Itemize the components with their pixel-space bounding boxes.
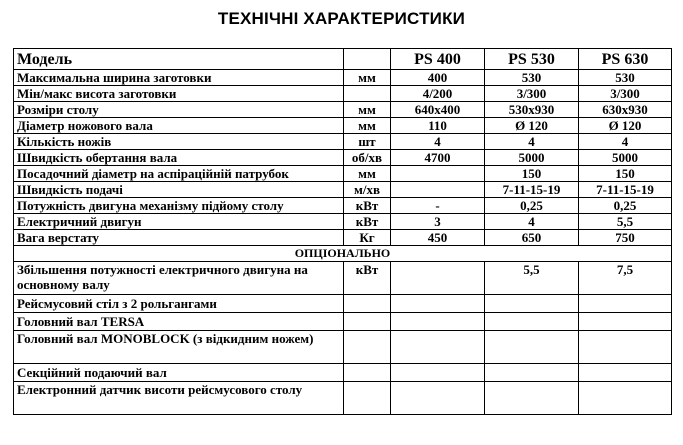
table-row xyxy=(14,86,672,102)
header-model-label: Модель xyxy=(14,49,344,70)
row-value: 150 xyxy=(579,166,672,182)
row-value: 5000 xyxy=(485,150,579,166)
table-header-row xyxy=(14,49,672,70)
row-unit xyxy=(344,382,391,415)
table-row xyxy=(14,118,672,134)
row-unit: Кг xyxy=(344,230,391,246)
row-value xyxy=(391,313,485,331)
row-value xyxy=(579,295,672,313)
row-value xyxy=(391,182,485,198)
row-value: 3/300 xyxy=(485,86,579,102)
row-name: Електронний датчик висоти рейсмусового столу xyxy=(14,382,344,415)
row-name: Розміри столу xyxy=(14,102,344,118)
row-name: Кількість ножів xyxy=(14,134,344,150)
row-value: Ø 120 xyxy=(579,118,672,134)
row-value xyxy=(485,382,579,415)
row-unit: мм xyxy=(344,166,391,182)
table-row xyxy=(14,313,672,331)
row-value: 400 xyxy=(391,70,485,86)
row-value xyxy=(579,313,672,331)
row-name: Головний вал MONOBLOCK (з відкидним ножем) xyxy=(14,331,344,364)
row-name: Швидкість подачі xyxy=(14,182,344,198)
page-title: ТЕХНІЧНІ ХАРАКТЕРИСТИКИ xyxy=(217,9,466,28)
row-value: 5000 xyxy=(579,150,672,166)
table-row xyxy=(14,295,672,313)
row-value: 7-11-15-19 xyxy=(579,182,672,198)
row-value: 5,5 xyxy=(579,214,672,230)
row-unit: мм xyxy=(344,118,391,134)
table-row xyxy=(14,150,672,166)
row-name: Вага верстату xyxy=(14,230,344,246)
row-value xyxy=(579,382,672,415)
table-row xyxy=(14,102,672,118)
row-value: 4 xyxy=(579,134,672,150)
table-row xyxy=(14,331,672,364)
row-name: Потужність двигуна механізму підйому столу xyxy=(14,198,344,214)
row-unit: шт xyxy=(344,134,391,150)
row-unit xyxy=(344,86,391,102)
row-name: Збільшення потужності електричного двигуна на основному валу xyxy=(14,262,344,295)
row-name: Посадочний діаметр на аспіраційній патрубок xyxy=(14,166,344,182)
row-value: 530x930 xyxy=(485,102,579,118)
optional-section-label: ОПЦІОНАЛЬНО xyxy=(14,246,672,262)
row-value: 630x930 xyxy=(579,102,672,118)
row-unit: м/хв xyxy=(344,182,391,198)
row-value: 530 xyxy=(485,70,579,86)
row-value xyxy=(579,364,672,382)
row-name: Рейсмусовий стіл з 2 рольгангами xyxy=(14,295,344,313)
header-model-ps630: PS 630 xyxy=(579,49,672,70)
row-value: 640x400 xyxy=(391,102,485,118)
row-unit: мм xyxy=(344,70,391,86)
row-value: 3 xyxy=(391,214,485,230)
header-model-ps400: PS 400 xyxy=(391,49,485,70)
row-name: Головний вал TERSA xyxy=(14,313,344,331)
row-unit xyxy=(344,295,391,313)
table-row xyxy=(14,230,672,246)
row-value xyxy=(391,364,485,382)
row-value xyxy=(485,295,579,313)
optional-section-row xyxy=(14,246,672,262)
row-name: Швидкість обертання вала xyxy=(14,150,344,166)
row-value: 5,5 xyxy=(485,262,579,295)
table-row xyxy=(14,262,672,295)
row-value: Ø 120 xyxy=(485,118,579,134)
table-row xyxy=(14,198,672,214)
row-value: 4/200 xyxy=(391,86,485,102)
row-name: Діаметр ножового вала xyxy=(14,118,344,134)
row-value: 4 xyxy=(391,134,485,150)
row-value: 110 xyxy=(391,118,485,134)
row-value: - xyxy=(391,198,485,214)
row-value: 530 xyxy=(579,70,672,86)
row-unit xyxy=(344,313,391,331)
row-value xyxy=(485,313,579,331)
row-value xyxy=(391,295,485,313)
row-value: 150 xyxy=(485,166,579,182)
row-unit: мм xyxy=(344,102,391,118)
row-unit xyxy=(344,364,391,382)
row-value: 650 xyxy=(485,230,579,246)
row-unit xyxy=(344,331,391,364)
row-value xyxy=(391,166,485,182)
header-unit-cell xyxy=(344,49,391,70)
row-value: 7-11-15-19 xyxy=(485,182,579,198)
table-row xyxy=(14,134,672,150)
row-value: 0,25 xyxy=(579,198,672,214)
row-value: 0,25 xyxy=(485,198,579,214)
row-name: Секційний подаючий вал xyxy=(14,364,344,382)
row-value: 750 xyxy=(579,230,672,246)
header-model-ps530: PS 530 xyxy=(485,49,579,70)
table-row xyxy=(14,166,672,182)
spec-table xyxy=(13,48,672,415)
row-value: 4700 xyxy=(391,150,485,166)
row-name: Електричний двигун xyxy=(14,214,344,230)
row-value: 4 xyxy=(485,134,579,150)
row-unit: кВт xyxy=(344,214,391,230)
row-value: 7,5 xyxy=(579,262,672,295)
row-name: Мін/макс висота заготовки xyxy=(14,86,344,102)
row-value xyxy=(391,331,485,364)
row-value xyxy=(391,382,485,415)
row-value: 4 xyxy=(485,214,579,230)
row-value xyxy=(579,331,672,364)
table-row xyxy=(14,214,672,230)
row-value xyxy=(485,364,579,382)
row-value: 450 xyxy=(391,230,485,246)
table-row xyxy=(14,70,672,86)
table-row xyxy=(14,382,672,415)
row-unit: кВт xyxy=(344,198,391,214)
row-value xyxy=(485,331,579,364)
row-value xyxy=(391,262,485,295)
row-unit: кВт xyxy=(344,262,391,295)
table-row xyxy=(14,182,672,198)
row-value: 3/300 xyxy=(579,86,672,102)
row-name: Максимальна ширина заготовки xyxy=(14,70,344,86)
row-unit: об/хв xyxy=(344,150,391,166)
table-row xyxy=(14,364,672,382)
